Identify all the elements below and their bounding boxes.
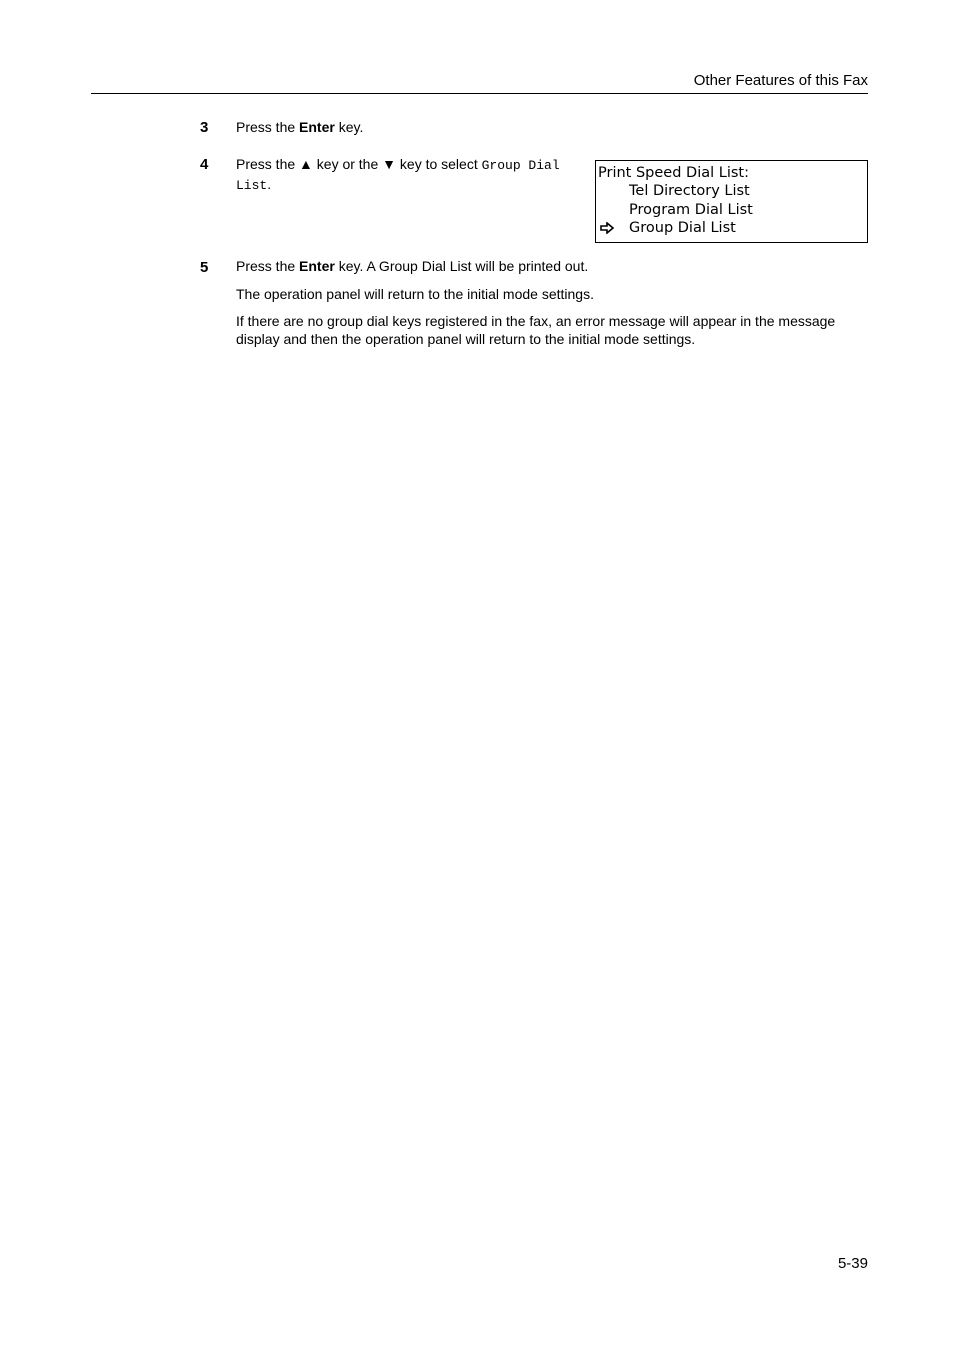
- display-title: Print Speed Dial List:: [598, 165, 749, 181]
- page-header: [91, 72, 868, 94]
- arrow-right-icon: [600, 222, 614, 234]
- key-name: Enter: [299, 258, 335, 274]
- step-text-mid2: key to select: [396, 156, 482, 172]
- display-item-label: Group Dial List: [629, 219, 736, 236]
- step-text-prefix: Press the: [236, 156, 300, 172]
- display-item: Program Dial List: [629, 201, 753, 218]
- step-text: [236, 118, 363, 136]
- key-name: Enter: [299, 119, 335, 135]
- step-number: 4: [200, 156, 209, 173]
- step-text-mid: key or the: [312, 156, 383, 172]
- message-display: [595, 160, 868, 243]
- display-item-selected: [598, 219, 867, 237]
- paragraph: If there are no group dial keys registered in the fax, an error message will appear in the message display and then the operation panel will return to the initial mode settings.: [236, 313, 836, 347]
- page-number: 5-39: [837, 1255, 868, 1272]
- paragraph: The operation panel will return to the initial mode settings.: [236, 286, 594, 302]
- step-text-suffix: key.: [334, 119, 364, 135]
- display-item: Tel Directory List: [629, 183, 750, 200]
- step-number: 5: [200, 259, 209, 276]
- step-number: 3: [200, 119, 209, 136]
- step-text: [236, 257, 588, 275]
- up-arrow-icon: ▲: [299, 156, 313, 172]
- down-arrow-icon: ▼: [382, 156, 397, 172]
- menu-item-name: Group Dial List: [236, 158, 560, 193]
- step-text: [236, 155, 581, 195]
- step-text-prefix: Press the: [236, 258, 300, 274]
- step-text-suffix: .: [267, 176, 272, 192]
- header-title: Other Features of this Fax: [693, 72, 868, 89]
- step-text-suffix: key. A Group Dial List will be printed out.: [334, 258, 589, 274]
- step-text-prefix: Press the: [236, 119, 300, 135]
